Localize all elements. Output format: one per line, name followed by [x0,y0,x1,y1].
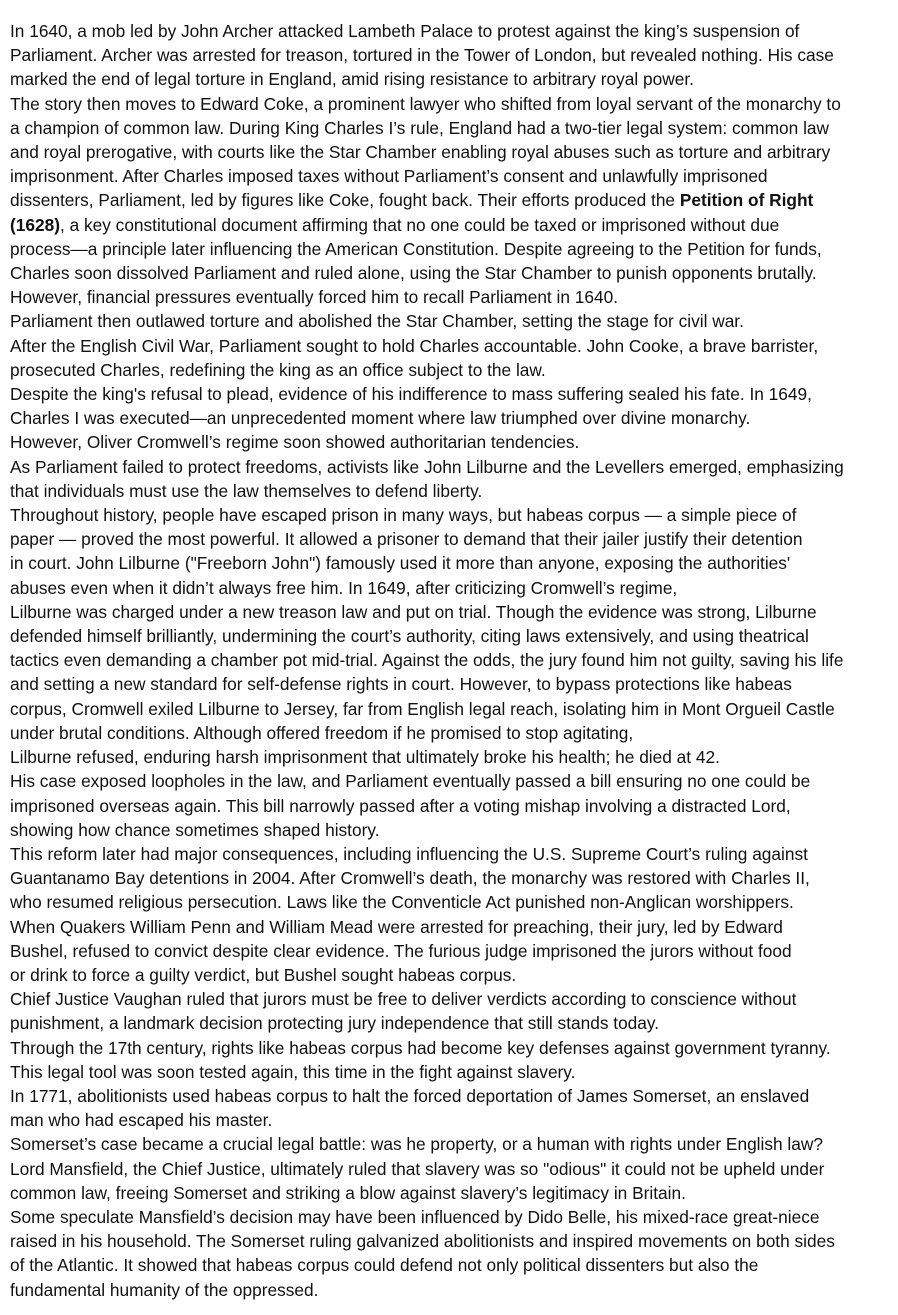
text-line: However, Oliver Cromwell’s regime soon showed authoritarian tendencies. [10,432,580,453]
text-line: under brutal conditions. Although offered freedom if he promised to stop agitating, [10,722,634,743]
text-line: tactics even demanding a chamber pot mid-trial. Against the odds, the jury found him not guilty, saving his life [10,650,844,671]
paragraph-cooke [10,334,898,382]
text-line: fundamental humanity of the oppressed. [10,1279,319,1300]
text-line [10,213,898,237]
text-line: defended himself brilliantly, undermining the court’s authority, citing laws extensively, and using theatrical [10,626,809,647]
text-line: Chief Justice Vaughan ruled that jurors must be free to deliver verdicts according to conscience without [10,989,797,1010]
text-line: Bushel, refused to convict despite clear evidence. The furious judge imprisoned the jurors without food [10,940,792,961]
text-line: of the Atlantic. It showed that habeas corpus could defend not only political dissenters but also the [10,1255,759,1276]
text-line: Parliament then outlawed torture and abolished the Star Chamber, setting the stage for civil war. [10,311,744,332]
text-line: However, financial pressures eventually forced him to recall Parliament in 1640. [10,287,619,308]
text-line: This legal tool was soon tested again, this time in the fight against slavery. [10,1061,576,1082]
paragraph-habeas-corpus [10,503,898,600]
paragraph-star-chamber [10,309,898,333]
text-line: In 1771, abolitionists used habeas corpus to halt the forced deportation of James Somerset, an enslaved [10,1085,810,1106]
text-line: Charles I was executed—an unprecedented moment where law triumphed over divine monarchy. [10,408,751,429]
text-line: raised in his household. The Somerset ruling galvanized abolitionists and inspired movements on both sides [10,1231,835,1252]
paragraph-levellers [10,455,898,503]
line-text: dissenters, Parliament, led by figures like Coke, fought back. Their efforts produced the [10,190,680,211]
text-line: and royal prerogative, with courts like the Star Chamber enabling royal abuses such as torture and arbitrary [10,142,831,163]
text-line: common law, freeing Somerset and striking a blow against slavery’s legitimacy in Britain. [10,1182,686,1203]
paragraph-17th-century [10,1036,898,1084]
text-line: a champion of common law. During King Charles I’s rule, England had a two-tier legal system: common law [10,117,830,138]
text-line: His case exposed loopholes in the law, and Parliament eventually passed a bill ensuring no one could be [10,771,811,792]
text-line: man who had escaped his master. [10,1110,273,1131]
petition-of-right-bold: Petition of Right [679,190,814,211]
text-line: showing how chance sometimes shaped history. [10,819,380,840]
paragraph-lilburne-trial [10,600,898,745]
text-line: corpus, Cromwell exiled Lilburne to Jersey, far from English legal reach, isolating him in Mont Orgueil Castle [10,698,835,719]
text-line: or drink to force a guilty verdict, but Bushel sought habeas corpus. [10,964,517,985]
text-line: Throughout history, people have escaped prison in many ways, but habeas corpus — a simple piece of [10,505,797,526]
paragraph-coke [10,92,898,310]
paragraph-somerset-1771 [10,1084,898,1132]
paragraph-loopholes [10,769,898,842]
paragraph-dido-belle [10,1205,898,1302]
paragraph-reform [10,842,898,915]
text-line: Lilburne was charged under a new treason law and put on trial. Though the evidence was strong, Lilburne [10,601,817,622]
line-text: , a key constitutional document affirming that no one could be taxed or imprisoned without due [59,214,780,235]
text-line: Despite the king's refusal to plead, evidence of his indifference to mass suffering sealed his fate. In 1649, [10,384,812,405]
text-line: in court. John Lilburne ("Freeborn John") famously used it more than anyone, exposing the authorities' [10,553,791,574]
text-line: Somerset’s case became a crucial legal battle: was he property, or a human with rights under English law? [10,1134,823,1155]
text-line: Parliament. Archer was arrested for treason, tortured in the Tower of London, but revealed nothing. His case [10,45,834,66]
paragraph-execution [10,382,898,430]
paragraph-quakers [10,915,898,988]
text-line: that individuals must use the law themselves to defend liberty. [10,480,483,501]
text-line: When Quakers William Penn and William Mead were arrested for preaching, their jury, led by Edward [10,916,783,937]
text-line: prosecuted Charles, redefining the king as an office subject to the law. [10,359,546,380]
text-line: Lilburne refused, enduring harsh imprisonment that ultimately broke his health; he died at 42. [10,747,720,768]
text-line: and setting a new standard for self-defense rights in court. However, to bypass protections like habeas [10,674,792,695]
text-line: imprisonment. After Charles imposed taxes without Parliament’s consent and unlawfully imprisoned [10,166,768,187]
text-line: imprisoned overseas again. This bill narrowly passed after a voting mishap involving a distracted Lord, [10,795,791,816]
text-line: who resumed religious persecution. Laws like the Conventicle Act punished non-Anglican worshippers. [10,892,794,913]
paragraph-lilburne-death [10,745,898,769]
text-line: Some speculate Mansfield’s decision may have been influenced by Dido Belle, his mixed-race great-niece [10,1206,820,1227]
text-line: As Parliament failed to protect freedoms, activists like John Lilburne and the Levellers emerged, emphasizing [10,456,844,477]
paragraph-mansfield-ruling [10,1132,898,1205]
paragraph-cromwell [10,430,898,454]
text-line: This reform later had major consequences, including influencing the U.S. Supreme Court’s ruling against [10,843,808,864]
text-line: marked the end of legal torture in England, amid rising resistance to arbitrary royal power. [10,69,694,90]
text-line: abuses even when it didn’t always free him. In 1649, after criticizing Cromwell’s regime, [10,577,678,598]
text-line: The story then moves to Edward Coke, a prominent lawyer who shifted from loyal servant of the monarchy to [10,93,841,114]
text-line: After the English Civil War, Parliament sought to hold Charles accountable. John Cooke, a brave barrister, [10,335,819,356]
text-line: process—a principle later influencing the American Constitution. Despite agreeing to the Petition for funds, [10,238,822,259]
text-line: Lord Mansfield, the Chief Justice, ultimately ruled that slavery was so "odious" it could not be upheld under [10,1158,825,1179]
text-line: punishment, a landmark decision protecting jury independence that still stands today. [10,1013,660,1034]
paragraph-vaughan [10,987,898,1035]
paragraph-archer [10,19,898,92]
text-line: Through the 17th century, rights like habeas corpus had become key defenses against government tyranny. [10,1037,831,1058]
petition-year-bold: (1628) [10,214,60,235]
text-line: Charles soon dissolved Parliament and ruled alone, using the Star Chamber to punish opponents brutally. [10,263,817,284]
text-line: In 1640, a mob led by John Archer attacked Lambeth Palace to protest against the king’s suspension of [10,21,800,41]
text-line: Guantanamo Bay detentions in 2004. After Cromwell’s death, the monarchy was restored with Charles II, [10,868,810,889]
text-line [10,188,898,212]
text-line: paper — proved the most powerful. It allowed a prisoner to demand that their jailer justify their detention [10,529,803,550]
